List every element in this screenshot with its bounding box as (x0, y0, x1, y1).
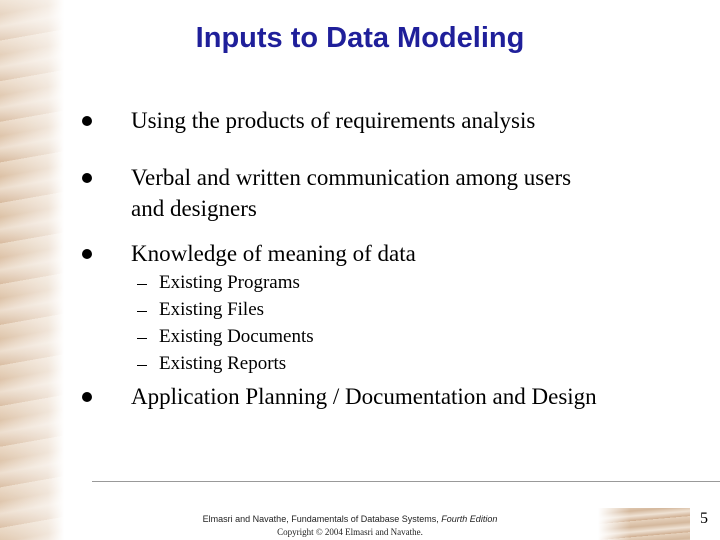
sub-item: Existing Documents (159, 326, 314, 347)
bullet-dot-icon (82, 173, 92, 183)
bullet-dot-icon (82, 392, 92, 402)
slide-title: Inputs to Data Modeling (195, 22, 525, 54)
sub-item: Existing Reports (159, 353, 287, 374)
footer-divider (92, 481, 720, 482)
copyright-text: Copyright © 2004 Elmasri and Navathe. (277, 527, 423, 537)
citation-text: Elmasri and Navathe, Fundamentals of Database Systems, (202, 514, 439, 524)
page-number: 5 (700, 510, 708, 527)
dash-icon (137, 365, 147, 366)
dash-icon (137, 284, 147, 285)
sub-item: Existing Files (159, 299, 265, 320)
bullet-dot-icon (82, 249, 92, 259)
bullet-text: Application Planning / Documentation and Design (131, 384, 597, 409)
dash-icon (137, 311, 147, 312)
dash-icon (137, 338, 147, 339)
footer-citation (180, 513, 520, 526)
bullet-text: Verbal and written communication among users and designers (131, 165, 572, 221)
sub-item: Existing Programs (159, 272, 300, 293)
bullet-dot-icon (82, 116, 92, 126)
bullet-text: Using the products of requirements analysis (131, 108, 536, 133)
footer-desert-image (598, 508, 690, 540)
edition-text: Fourth Edition (441, 514, 498, 524)
bullet-text: Knowledge of meaning of data (131, 241, 416, 266)
